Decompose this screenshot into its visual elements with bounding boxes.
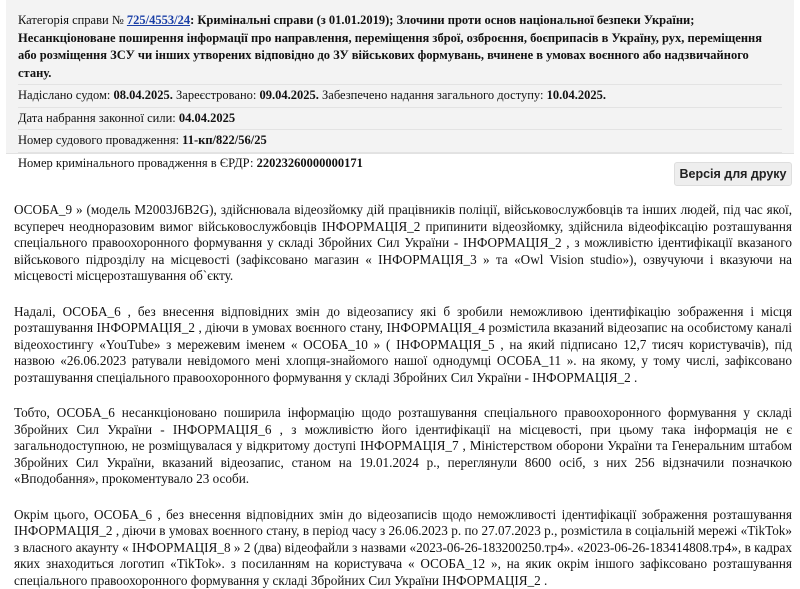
sent-label: Надіслано судом: bbox=[18, 88, 114, 102]
sent-date: 08.04.2025. bbox=[114, 88, 173, 102]
force-label: Дата набрання законної сили: bbox=[18, 111, 179, 125]
criminal-label: Номер кримінального провадження в ЄРДР: bbox=[18, 156, 257, 170]
document-paragraph: Окрім цього, ОСОБА_6 , без внесення відповідних змін до відеозаписів щодо неможливості ідентифікації зображення розташування ІНФОРМАЦІЯ_2 , діючи в умовах воєнного стану, в період часу з 26.06.2023 р. по 27.07.2023 р., розмістила в соціальній мережі «TikTok» з власного акаунту « ІНФОРМАЦІЯ_8 » 2 (два) відеофайли з назвами «2023-06-26-183200250.тр4». «2023-06-26-183414808.тр4», в кадрах яких знаходиться логотип «TikTok». з посиланням на користувача « ОСОБА_12 », на якик окрім іншого зафіксовано розташування спеціального правоохоронного формування у складі Збройних Сил України ІНФОРМАЦІЯ_2 . bbox=[14, 507, 792, 589]
proceeding-value: 11-кп/822/56/25 bbox=[182, 133, 267, 147]
proceeding-number-row bbox=[18, 132, 782, 153]
criminal-number-row bbox=[18, 155, 782, 175]
document-paragraph: ОСОБА_9 » (модель M2003J6B2G), здійснювала відеозйомку дій працівників поліції, військовослужбовців та інших людей, під час якої, всупереч неодноразовим вимог військовослужбовців ІНФОРМАЦІЯ_2 припинити відеозйомку, здійснила відеофіксацію розташування спеціального правоохоронного формування у складі Збройних Сил України - ІНФОРМАЦІЯ_2 , з можливістю ідентифікації вказаного військового підрозділу на місцевості (зафіксовано магазин « ІНФОРМАЦІЯ_3 » та «Owl Vision studio»), озвучуючи і вказуючи на місцевості місцерозташування об`єкту. bbox=[14, 202, 792, 285]
case-metadata-panel bbox=[6, 0, 794, 154]
document-body bbox=[14, 202, 792, 554]
registered-date: 09.04.2025. bbox=[260, 88, 319, 102]
document-paragraph: Надалі, ОСОБА_6 , без внесення відповідних змін до відеозапису які б зробили неможливою ідентифікацію зображення і місця розташування ІНФОРМАЦІЯ_2 , діючи в умовах воєнного стану, ІНФОРМАЦІЯ_4 розмістила вказаний відеозапис на особистому каналі відеохостингу «YouTube» з мережевим іменем « ОСОБА_10 » ( ІНФОРМАЦІЯ_5 , на який підписано 12,7 тисяч користувачів), під назвою «26.06.2023 ратували невідомого мені хлопця-знайомого нашої однодумці ОСОБА_11 ». на якому, у тому числі, зафіксовано розташування спеціального правоохоронного формування у складі Збройних Сил України - ІНФОРМАЦІЯ_2 . bbox=[14, 304, 792, 387]
access-date: 10.04.2025. bbox=[547, 88, 606, 102]
print-version-button[interactable]: Версія для друку bbox=[674, 162, 792, 186]
proceeding-label: Номер судового провадження: bbox=[18, 133, 182, 147]
legal-force-row bbox=[18, 110, 782, 131]
document-paragraph: Тобто, ОСОБА_6 несанкціоновано поширила інформацію щодо розташування спеціального правоохоронного формування у складі Збройних Сил України - ІНФОРМАЦІЯ_6 , з можливістю його ідентифікації на місцевості, при цьому така інформація не є загальнодоступною, не розміщувалася у відкритому доступі ІНФОРМАЦІЯ_7 , Міністерством оборони України та Генеральним штабом Збройних Сил України, вказаний відеозапис, станом на 19.01.2024 р., переглянули 8600 осіб, з них 256 відзначили позначкою «Вподобання», прокоментувало 23 особи. bbox=[14, 405, 792, 488]
registered-label: Зареєстровано: bbox=[173, 88, 260, 102]
criminal-value: 22023260000000171 bbox=[257, 156, 363, 170]
case-number-link[interactable]: 725/4553/24 bbox=[127, 13, 190, 27]
case-category-text: : Кримінальні справи (з 01.01.2019); Злочини проти основ національної безпеки України; Несанкціоноване поширення інформації про направлення, переміщення зброї, озброєння, боєприпасів в Україну, рух, переміщення або розміщення ЗСУ чи інших утворених відповідно до ЗУ військових формувань, вчинене в умовах воєнного або надзвичайного стану. bbox=[18, 13, 762, 80]
force-date: 04.04.2025 bbox=[179, 111, 235, 125]
access-label: Забезпечено надання загального доступу: bbox=[319, 88, 547, 102]
case-category-prefix: Категорія справи № bbox=[18, 13, 127, 27]
case-dates-row bbox=[18, 87, 782, 108]
case-category-row bbox=[18, 12, 782, 85]
